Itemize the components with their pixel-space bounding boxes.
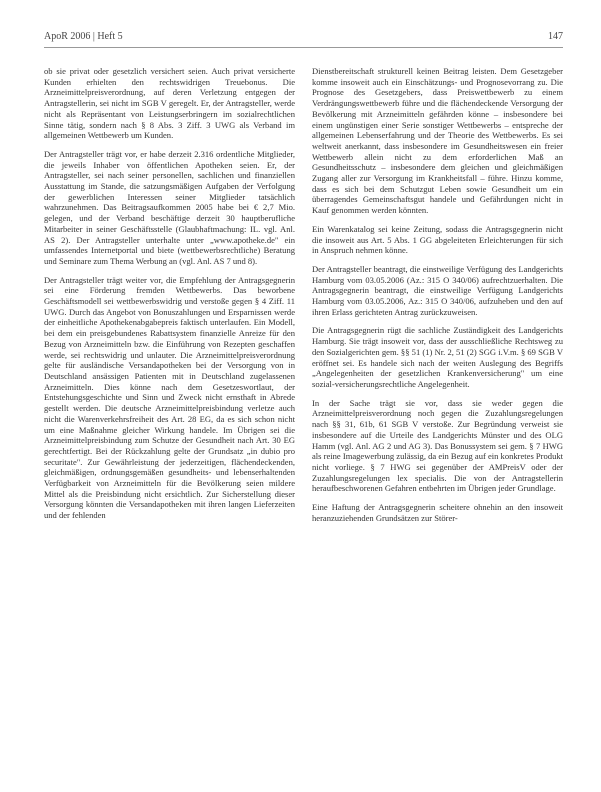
right-column bbox=[312, 66, 563, 531]
paragraph: Der Antragsteller trägt vor, er habe derzeit 2.316 ordentliche Mitglieder, die jeweils Inhaber von öffentlichen Apotheken seien. Er, der Antragsteller, sei nach seiner personellen, sachlichen und finanziellen Ausstattung im Stande, die satzungsmäßigen Aufgaben der Verfolgung der gewerblichen Interessen seiner Mitglieder tatsächlich wahrzunehmen. Das Beitragsaufkommen 2005 habe bei € 2,7 Mio. gelegen, und der Verband beschäftige derzeit 30 hauptberufliche Mitarbeiter in seiner Geschäftsstelle (Glaubhaftmachung: IL. vgl. Anl. AS 2). Der Antragsteller unterhalte unter „www.apotheke.de" ein umfassendes Internetportal und biete (wettbewerbsrechtliche) Beratung und Seminare zum Thema Werbung an (vgl. Anl. AS 7 und 8). bbox=[44, 148, 295, 266]
paragraph: Die Antragsgegnerin rügt die sachliche Zuständigkeit des Landgerichts Hamburg. Sie trägt insoweit vor, dass der ausschließliche Rechtsweg zu den Sozialgerichten gem. §§ 51 (1) Nr. 2, 51 (2) SGG i.V.m. § 69 SGB V eröffnet sei. Es handele sich nach der weiten Auslegung des Begriffs „Angelegenheiten der gesetzlichen Krankenversicherung" um eine sozial-versicherungsrechtliche Angelegenheit. bbox=[312, 325, 563, 389]
paragraph: Dienstbereitschaft strukturell keinen Beitrag leisten. Dem Gesetzgeber komme insoweit auch ein Einschätzungs- und Prognosevorrang zu. Die Prognose des Gesetzgebers, dass Preiswettbewerb zu einem Verdrängungswettbewerb führe und die flächendeckende Versorgung der Bevölkerung mit Arzneimitteln gefährden könne – insbesondere bei einem ungünstigen einer Serie sonstiger Wettbewerbs – entspreche der allgemeinen Lebenserfahrung und der Theorie des Wettbewerbs. Es sei weltweit anerkannt, dass insbesondere im Gesundheitswesen ein freier Wettbewerb allein nicht zu dem erforderlichen Maß an Gesundheitsschutz – insbesondere dem gleichen und gleichmäßigen Zugang aller zur Versorgung im Krankheitsfall – führe. Hinzu komme, dass es sich bei dem Schutzgut Leben sowie Gesundheit um ein überragendes Gemeinschaftsgut handele und Gefährdungen nicht in Kauf genommen werden könnten. bbox=[312, 66, 563, 216]
page-number: 147 bbox=[548, 31, 563, 42]
journal-issue: ApoR 2006 | Heft 5 bbox=[44, 31, 123, 42]
left-column bbox=[44, 66, 295, 529]
paragraph: Ein Warenkatalog sei keine Zeitung, sodass die Antragsgegnerin nicht die insoweit aus Art. 5 Abs. 1 GG abgeleiteten Erleichterungen für sich in Anspruch nehmen könne. bbox=[312, 223, 563, 256]
paragraph: Der Antragsteller beantragt, die einstweilige Verfügung des Landgerichts Hamburg vom 03.05.2006 (Az.: 315 O 340/06) aufrechtzuerhalten. Die Antragsgegnerin beantragt, die einstweilige Verfügung Landgerichts Hamburg vom 03.05.2006, Az.: 315 O 340/06, aufzuheben und den auf ihren Erlass gerichteten Antrag zurückzuweisen. bbox=[312, 263, 563, 317]
paragraph: Eine Haftung der Antragsgegnerin scheitere ohnehin an den insoweit heranzuziehenden Grundsätzen zur Störer- bbox=[312, 502, 563, 523]
header-divider bbox=[44, 47, 563, 48]
paragraph: In der Sache trägt sie vor, dass sie weder gegen die Arzneimittelpreisverordnung noch gegen die Zuzahlungsregelungen nach §§ 31, 61b, 61 SGB V verstoße. Zur Begründung verweist sie insbesondere auf die Urteile des Landgerichts Münster und des OLG Hamm (vgl. Anl. AG 2 und AG 3). Das Bonussystem sei gem. § 7 HWG als reine Imagewerbung zulässig, da ein Bezug auf ein konkretes Produkt nicht vorliege. § 7 HWG sei gegenüber der AMPreisV oder der Zuzahlungsregelungen lex specialis. Die von der Antragstellerin heraufbeschworenen Gefahren entbehrten im Übrigen jeder Grundlage. bbox=[312, 397, 563, 494]
paragraph: Der Antragsteller trägt weiter vor, die Empfehlung der Antragsgegnerin sei eine Förderung fremden Wettbewerbs. Das beworbene Geschäftsmodell sei wettbewerbswidrig und verstoße gegen § 4 Ziff. 11 UWG. Durch das Angebot von Bonuszahlungen und Ersparnissen werde der einheitliche Apothekenabgabepreis faktisch unterlaufen. Ein Modell, bei dem ein preisgebundenes Rabattsystem finanzielle Anreize für den Bezug von Arzneimitteln bzw. die Einführung von Rezepten geschaffen werde, sei rechtswidrig und unlauter. Die Arzneimittelpreisverordnung gelte für ausländische Versandapotheken bei der Versorgung von in Deutschland ansässigen Patienten mit in Deutschland zugelassenen Arzneimitteln. Dies könne nach dem Gesetzeswortlaut, der Entstehungsgeschichte und Sinn und Zweck nicht ernsthaft in Abrede gestellt werden. Die deutsche Arzneimittelpreisbindung verletze auch nicht die Warenverkehrsfreiheit des Art. 28 EG, da es sich schon nicht um eine Maßnahme gleicher Wirkung handele. Im Übrigen sei die Arzneimittelpreisbindung zum Schutze der Gesundheit nach Art. 30 EG gerechtfertigt. Bei der Rückzahlung gelte der Grundsatz „in dubio pro securitate". Zur Gewährleistung der jederzeitigen, flächendeckenden, gleichmäßigen, ordnungsgemäßen gesundheits- und lebenserhaltenden Verfügbarkeit von Arzneimitteln für die Bevölkerung seien mildere Mittel als die Preisbindung nicht ersichtlich. Zur Sicherstellung dieser Versorgung könnten die Versandapotheken mit ihren langen Lieferzeiten und der fehlenden bbox=[44, 274, 295, 521]
paragraph: ob sie privat oder gesetzlich versichert seien. Auch privat versicherte Kunden erhielten den rechtswidrigen Treuebonus. Die Arzneimittelpreisverordnung, auf deren Verletzung entgegen der Antragstellerin, sei nicht im SGB V geregelt. Er, der Antragsteller, werde nicht als Repräsentant von Leistungserbringern im sozialrechtlichen Sinne tätig, sondern nach § 8 Abs. 3 Ziff. 3 UWG als Verband im allgemeinen Wettbewerb um Kunden. bbox=[44, 66, 295, 141]
page-header bbox=[44, 31, 563, 47]
